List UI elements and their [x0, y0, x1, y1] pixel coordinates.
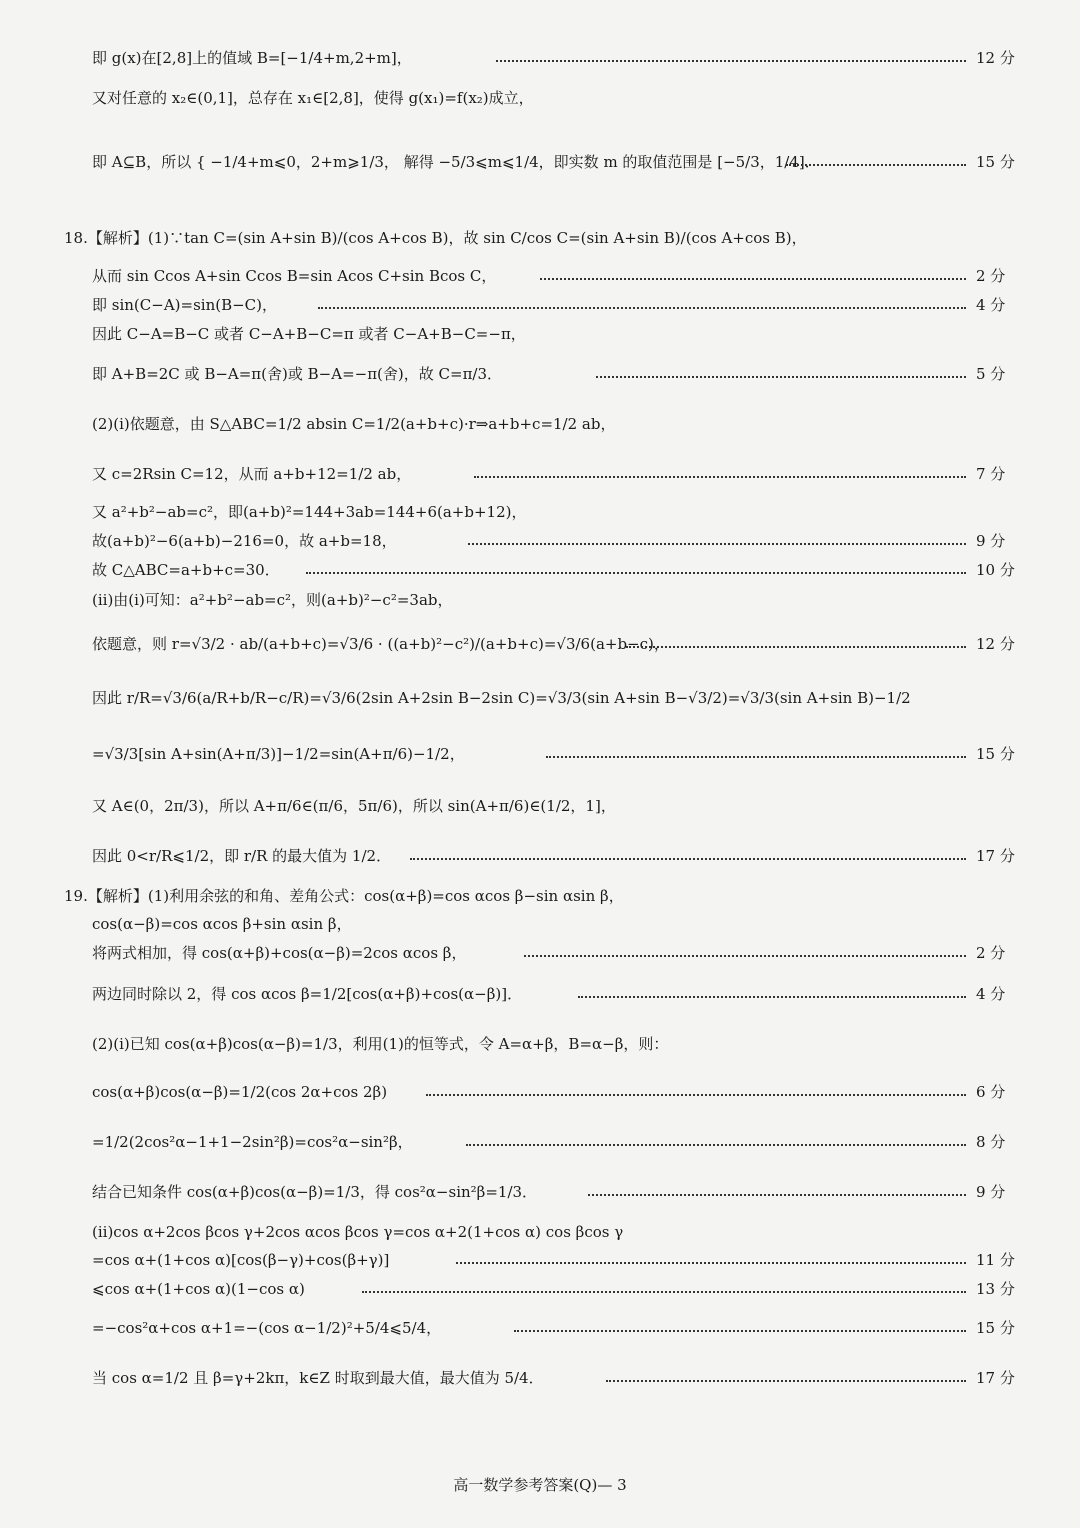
dot-leader: [596, 376, 966, 378]
line-text: ⩽cos α+(1+cos α)(1−cos α): [92, 1280, 305, 1298]
score-label: 15 分: [976, 153, 1015, 171]
score-label: 15 分: [976, 1319, 1015, 1337]
dot-leader: [786, 164, 966, 166]
score-label: 12 分: [976, 635, 1015, 653]
line-text: 即 A⊆B，所以 { −1/4+m⩽0，2+m⩾1/3， 解得 −5/3⩽m⩽1/4，即实数 m 的取值范围是 [−5/3，1/4]．: [92, 153, 820, 171]
dot-leader: [514, 1330, 966, 1332]
dot-leader: [606, 1380, 966, 1382]
line-text: cos(α−β)=cos αcos β+sin αsin β，: [92, 915, 352, 933]
line-text: 结合已知条件 cos(α+β)cos(α−β)=1/3，得 cos²α−sin²β=1/3．: [92, 1183, 538, 1201]
line-text: 依题意，则 r=√3/2 · ab/(a+b+c)=√3/6 · ((a+b)²−c²)/(a+b+c)=√3/6(a+b−c)，: [92, 635, 669, 653]
line-text: 将两式相加，得 cos(α+β)+cos(α−β)=2cos αcos β，: [92, 944, 467, 962]
dot-leader: [578, 996, 966, 998]
dot-leader: [524, 955, 966, 957]
score-label: 11 分: [976, 1251, 1015, 1269]
line-text: =−cos²α+cos α+1=−(cos α−1/2)²+5/4⩽5/4，: [92, 1319, 442, 1337]
line-text: 当 cos α=1/2 且 β=γ+2kπ，k∈Z 时取到最大值，最大值为 5/4．: [92, 1369, 544, 1387]
line-text: 又 A∈(0，2π/3)，所以 A+π/6∈(π/6，5π/6)，所以 sin(A+π/6)∈(1/2，1]，: [92, 797, 616, 815]
line-text: 故(a+b)²−6(a+b)−216=0，故 a+b=18，: [92, 532, 397, 550]
line-text: 又对任意的 x₂∈(0,1]，总存在 x₁∈[2,8]，使得 g(x₁)=f(x₂)成立，: [92, 89, 534, 107]
score-label: 6 分: [976, 1083, 1006, 1101]
score-label: 7 分: [976, 465, 1006, 483]
line-text: 故 C△ABC=a+b+c=30．: [92, 561, 280, 579]
score-label: 15 分: [976, 745, 1015, 763]
score-label: 10 分: [976, 561, 1015, 579]
page-footer: 高一数学参考答案(Q)— 3: [453, 1476, 627, 1494]
dot-leader: [456, 1262, 966, 1264]
line-text: 即 g(x)在[2,8]上的值域 B=[−1/4+m,2+m]，: [92, 49, 412, 67]
line-text: =√3/3[sin A+sin(A+π/3)]−1/2=sin(A+π/6)−1/2，: [92, 745, 465, 763]
line-text: =cos α+(1+cos α)[cos(β−γ)+cos(β+γ)]: [92, 1251, 390, 1269]
line-text: (2)(ⅰ)已知 cos(α+β)cos(α−β)=1/3，利用(1)的恒等式，令 A=α+β，B=α−β，则：: [92, 1035, 669, 1053]
score-label: 2 分: [976, 267, 1006, 285]
line-text: 又 c=2Rsin C=12，从而 a+b+12=1/2 ab，: [92, 465, 412, 483]
line-text: 19.【解析】(1)利用余弦的和角、差角公式：cos(α+β)=cos αcos β−sin αsin β，: [64, 887, 624, 905]
line-text: 又 a²+b²−ab=c²，即(a+b)²=144+3ab=144+6(a+b+12)，: [92, 503, 527, 521]
dot-leader: [466, 1144, 966, 1146]
dot-leader: [362, 1291, 966, 1293]
line-text: 即 sin(C−A)=sin(B−C)，: [92, 296, 278, 314]
dot-leader: [626, 646, 966, 648]
line-text: =1/2(2cos²α−1+1−2sin²β)=cos²α−sin²β，: [92, 1133, 413, 1151]
score-label: 8 分: [976, 1133, 1006, 1151]
score-label: 9 分: [976, 1183, 1006, 1201]
score-label: 12 分: [976, 49, 1015, 67]
line-text: 因此 r/R=√3/6(a/R+b/R−c/R)=√3/6(2sin A+2sin B−2sin C)=√3/3(sin A+sin B−√3/2)=√3/3(sin A+sin B)−1/2: [92, 689, 911, 707]
score-label: 9 分: [976, 532, 1006, 550]
dot-leader: [474, 476, 966, 478]
line-text: (ⅱ)cos α+2cos βcos γ+2cos αcos βcos γ=cos α+2(1+cos α) cos βcos γ: [92, 1223, 624, 1241]
dot-leader: [468, 543, 966, 545]
line-text: (2)(ⅰ)依题意，由 S△ABC=1/2 absin C=1/2(a+b+c)·r⇒a+b+c=1/2 ab，: [92, 415, 616, 433]
score-label: 17 分: [976, 847, 1015, 865]
dot-leader: [496, 60, 966, 62]
dot-leader: [546, 756, 966, 758]
dot-leader: [588, 1194, 966, 1196]
line-text: 从而 sin Ccos A+sin Ccos B=sin Acos C+sin Bcos C，: [92, 267, 497, 285]
score-label: 2 分: [976, 944, 1006, 962]
score-label: 17 分: [976, 1369, 1015, 1387]
dot-leader: [318, 307, 966, 309]
dot-leader: [426, 1094, 966, 1096]
line-text: 因此 C−A=B−C 或者 C−A+B−C=π 或者 C−A+B−C=−π，: [92, 325, 526, 343]
line-text: 18.【解析】(1)∵tan C=(sin A+sin B)/(cos A+cos B)，故 sin C/cos C=(sin A+sin B)/(cos A+cos B)，: [64, 229, 807, 247]
score-label: 4 分: [976, 296, 1006, 314]
line-text: (ⅱ)由(ⅰ)可知：a²+b²−ab=c²，则(a+b)²−c²=3ab，: [92, 591, 453, 609]
dot-leader: [306, 572, 966, 574]
dot-leader: [540, 278, 966, 280]
score-label: 4 分: [976, 985, 1006, 1003]
line-text: 即 A+B=2C 或 B−A=π(舍)或 B−A=−π(舍)，故 C=π/3．: [92, 365, 503, 383]
line-text: cos(α+β)cos(α−β)=1/2(cos 2α+cos 2β): [92, 1083, 388, 1101]
score-label: 13 分: [976, 1280, 1015, 1298]
line-text: 因此 0<r/R⩽1/2，即 r/R 的最大值为 1/2．: [92, 847, 392, 865]
line-text: 两边同时除以 2，得 cos αcos β=1/2[cos(α+β)+cos(α−β)]．: [92, 985, 523, 1003]
dot-leader: [410, 858, 966, 860]
score-label: 5 分: [976, 365, 1006, 383]
